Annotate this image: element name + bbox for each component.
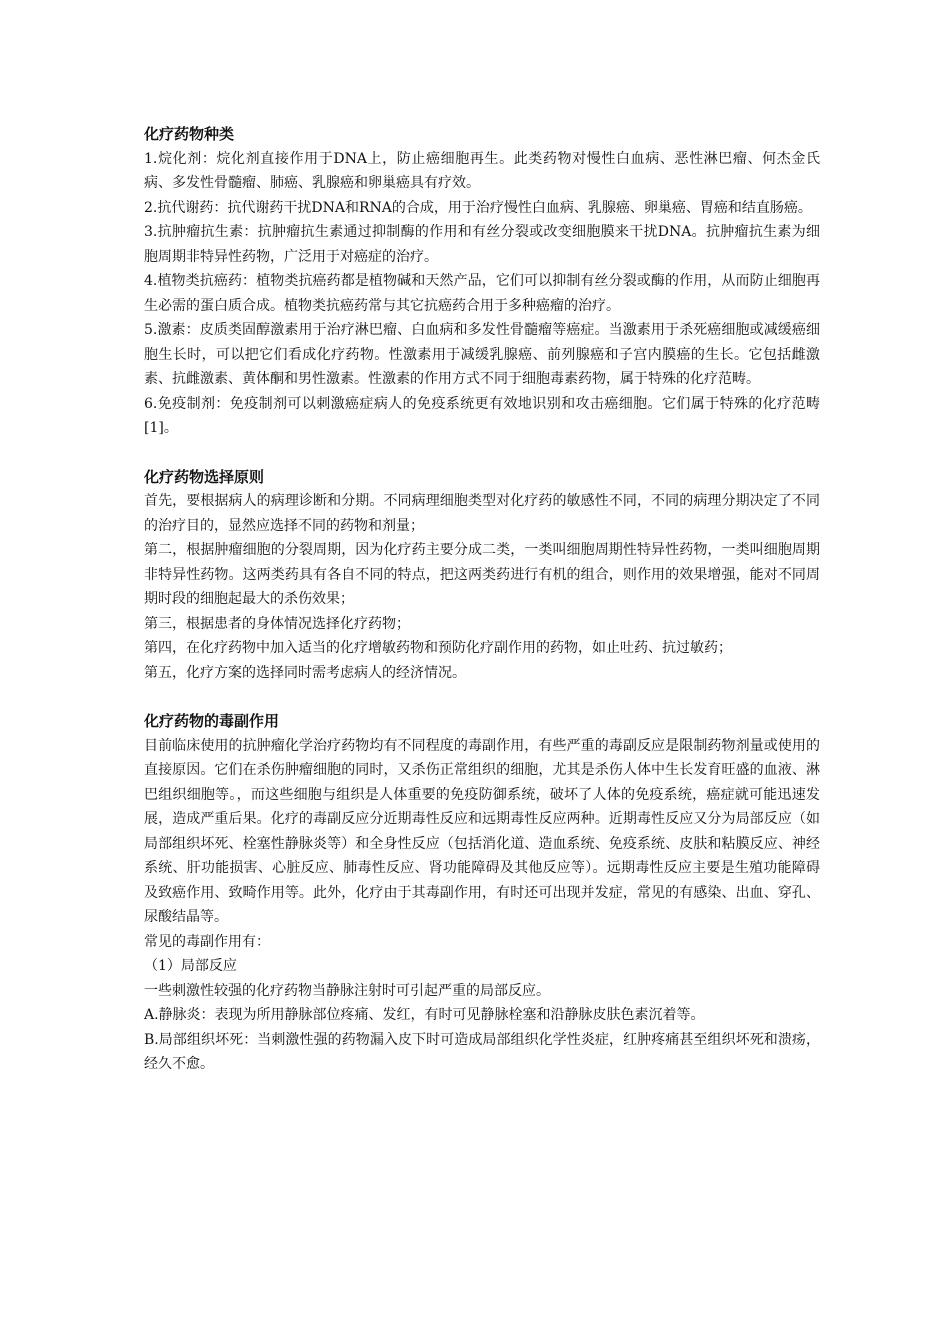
section-heading: 化疗药物种类: [144, 125, 235, 143]
section-side-effects: [144, 709, 820, 1077]
paragraph: （1）局部反应: [144, 958, 237, 974]
paragraph: A.静脉炎：表现为所用静脉部位疼痛、发红，有时可见静脉栓塞和沿静脉皮肤色素沉着等。: [144, 1007, 705, 1023]
paragraph: 第五，化疗方案的选择同时需考虑病人的经济情况。: [144, 664, 466, 681]
section-heading: 化疗药物的毒副作用: [144, 712, 280, 730]
paragraph: 5.激素：皮质类固醇激素用于治疗淋巴瘤、白血病和多发性骨髓瘤等癌症。当激素用于杀死癌细胞或减缓癌细胞生长时，可以把它们看成化疗药物。性激素用于减缓乳腺癌、前列腺癌和子宫内膜癌的生长。它包括雌激素、抗雌激素、黄体酮和男性激素。性激素的作用方式不同于细胞毒素药物，属于特殊的化疗范畴。: [144, 322, 820, 387]
paragraph: 3.抗肿瘤抗生素：抗肿瘤抗生素通过抑制酶的作用和有丝分裂或改变细胞膜来干扰DNA。抗肿瘤抗生素为细胞周期非特异性药物，广泛用于对癌症的治疗。: [144, 224, 820, 265]
paragraph: 6.免疫制剂：免疫制剂可以刺激癌症病人的免疫系统更有效地识别和攻击癌细胞。它们属于特殊的化疗范畴[1]。: [144, 395, 820, 436]
paragraph: 1.烷化剂：烷化剂直接作用于DNA上，防止癌细胞再生。此类药物对慢性白血病、恶性淋巴瘤、何杰金氏病、多发性骨髓瘤、肺癌、乳腺癌和卵巢癌具有疗效。: [144, 150, 820, 191]
section-selection-principles: [144, 465, 820, 686]
paragraph: 第三，根据患者的身体情况选择化疗药物；: [144, 615, 410, 632]
paragraph: 目前临床使用的抗肿瘤化学治疗药物均有不同程度的毒副作用，有些严重的毒副反应是限制药物剂量或使用的直接原因。它们在杀伤肿瘤细胞的同时，又杀伤正常组织的细胞，尤其是杀伤人体中生长发育旺盛的血液、淋巴组织细胞等。，而这些细胞与组织是人体重要的免疫防御系统，破坏了人体的免疫系统，癌症就可能迅速发展，造成严重后果。化疗的毒副反应分近期毒性反应和远期毒性反应两种。近期毒性反应又分为局部反应（如局部组织坏死、栓塞性静脉炎等）和全身性反应（包括消化道、造血系统、免疫系统、皮肤和粘膜反应、神经系统、肝功能损害、心脏反应、肺毒性反应、肾功能障碍及其他反应等）。远期毒性反应主要是生殖功能障碍及致癌作用、致畸作用等。此外，化疗由于其毒副作用，有时还可出现并发症，常见的有感染、出血、穿孔、尿酸结晶等。: [144, 737, 820, 925]
paragraph: 2.抗代谢药：抗代谢药干扰DNA和RNA的合成，用于治疗慢性白血病、乳腺癌、卵巢癌、胃癌和结直肠癌。: [144, 199, 812, 216]
document-page: [144, 122, 820, 1101]
paragraph: 一些刺激性较强的化疗药物当静脉注射时可引起严重的局部反应。: [144, 982, 550, 999]
section-drug-types: [144, 122, 820, 441]
paragraph: 第四，在化疗药物中加入适当的化疗增敏药物和预防化疗副作用的药物，如止吐药、抗过敏药；: [144, 640, 732, 656]
paragraph: B.局部组织坏死：当刺激性强的药物漏入皮下时可造成局部组织化学性炎症，红肿疼痛甚至组织坏死和溃疡，经久不愈。: [144, 1031, 820, 1072]
paragraph: 4.植物类抗癌药：植物类抗癌药都是植物碱和天然产品，它们可以抑制有丝分裂或酶的作用，从而防止细胞再生必需的蛋白质合成。植物类抗癌药常与其它抗癌药合用于多种癌瘤的治疗。: [144, 273, 820, 314]
paragraph: 首先，要根据病人的病理诊断和分期。不同病理细胞类型对化疗药的敏感性不同，不同的病理分期决定了不同的治疗目的，显然应选择不同的药物和剂量；: [144, 493, 820, 534]
section-heading: 化疗药物选择原则: [144, 467, 265, 486]
paragraph: 第二，根据肿瘤细胞的分裂周期，因为化疗药主要分成二类，一类叫细胞周期性特异性药物，一类叫细胞周期非特异性药物。这两类药具有各自不同的特点，把这两类药进行有机的组合，则作用的效果增强，能对不同周期时段的细胞起最大的杀伤效果；: [144, 542, 820, 607]
paragraph: 常见的毒副作用有：: [144, 933, 270, 950]
